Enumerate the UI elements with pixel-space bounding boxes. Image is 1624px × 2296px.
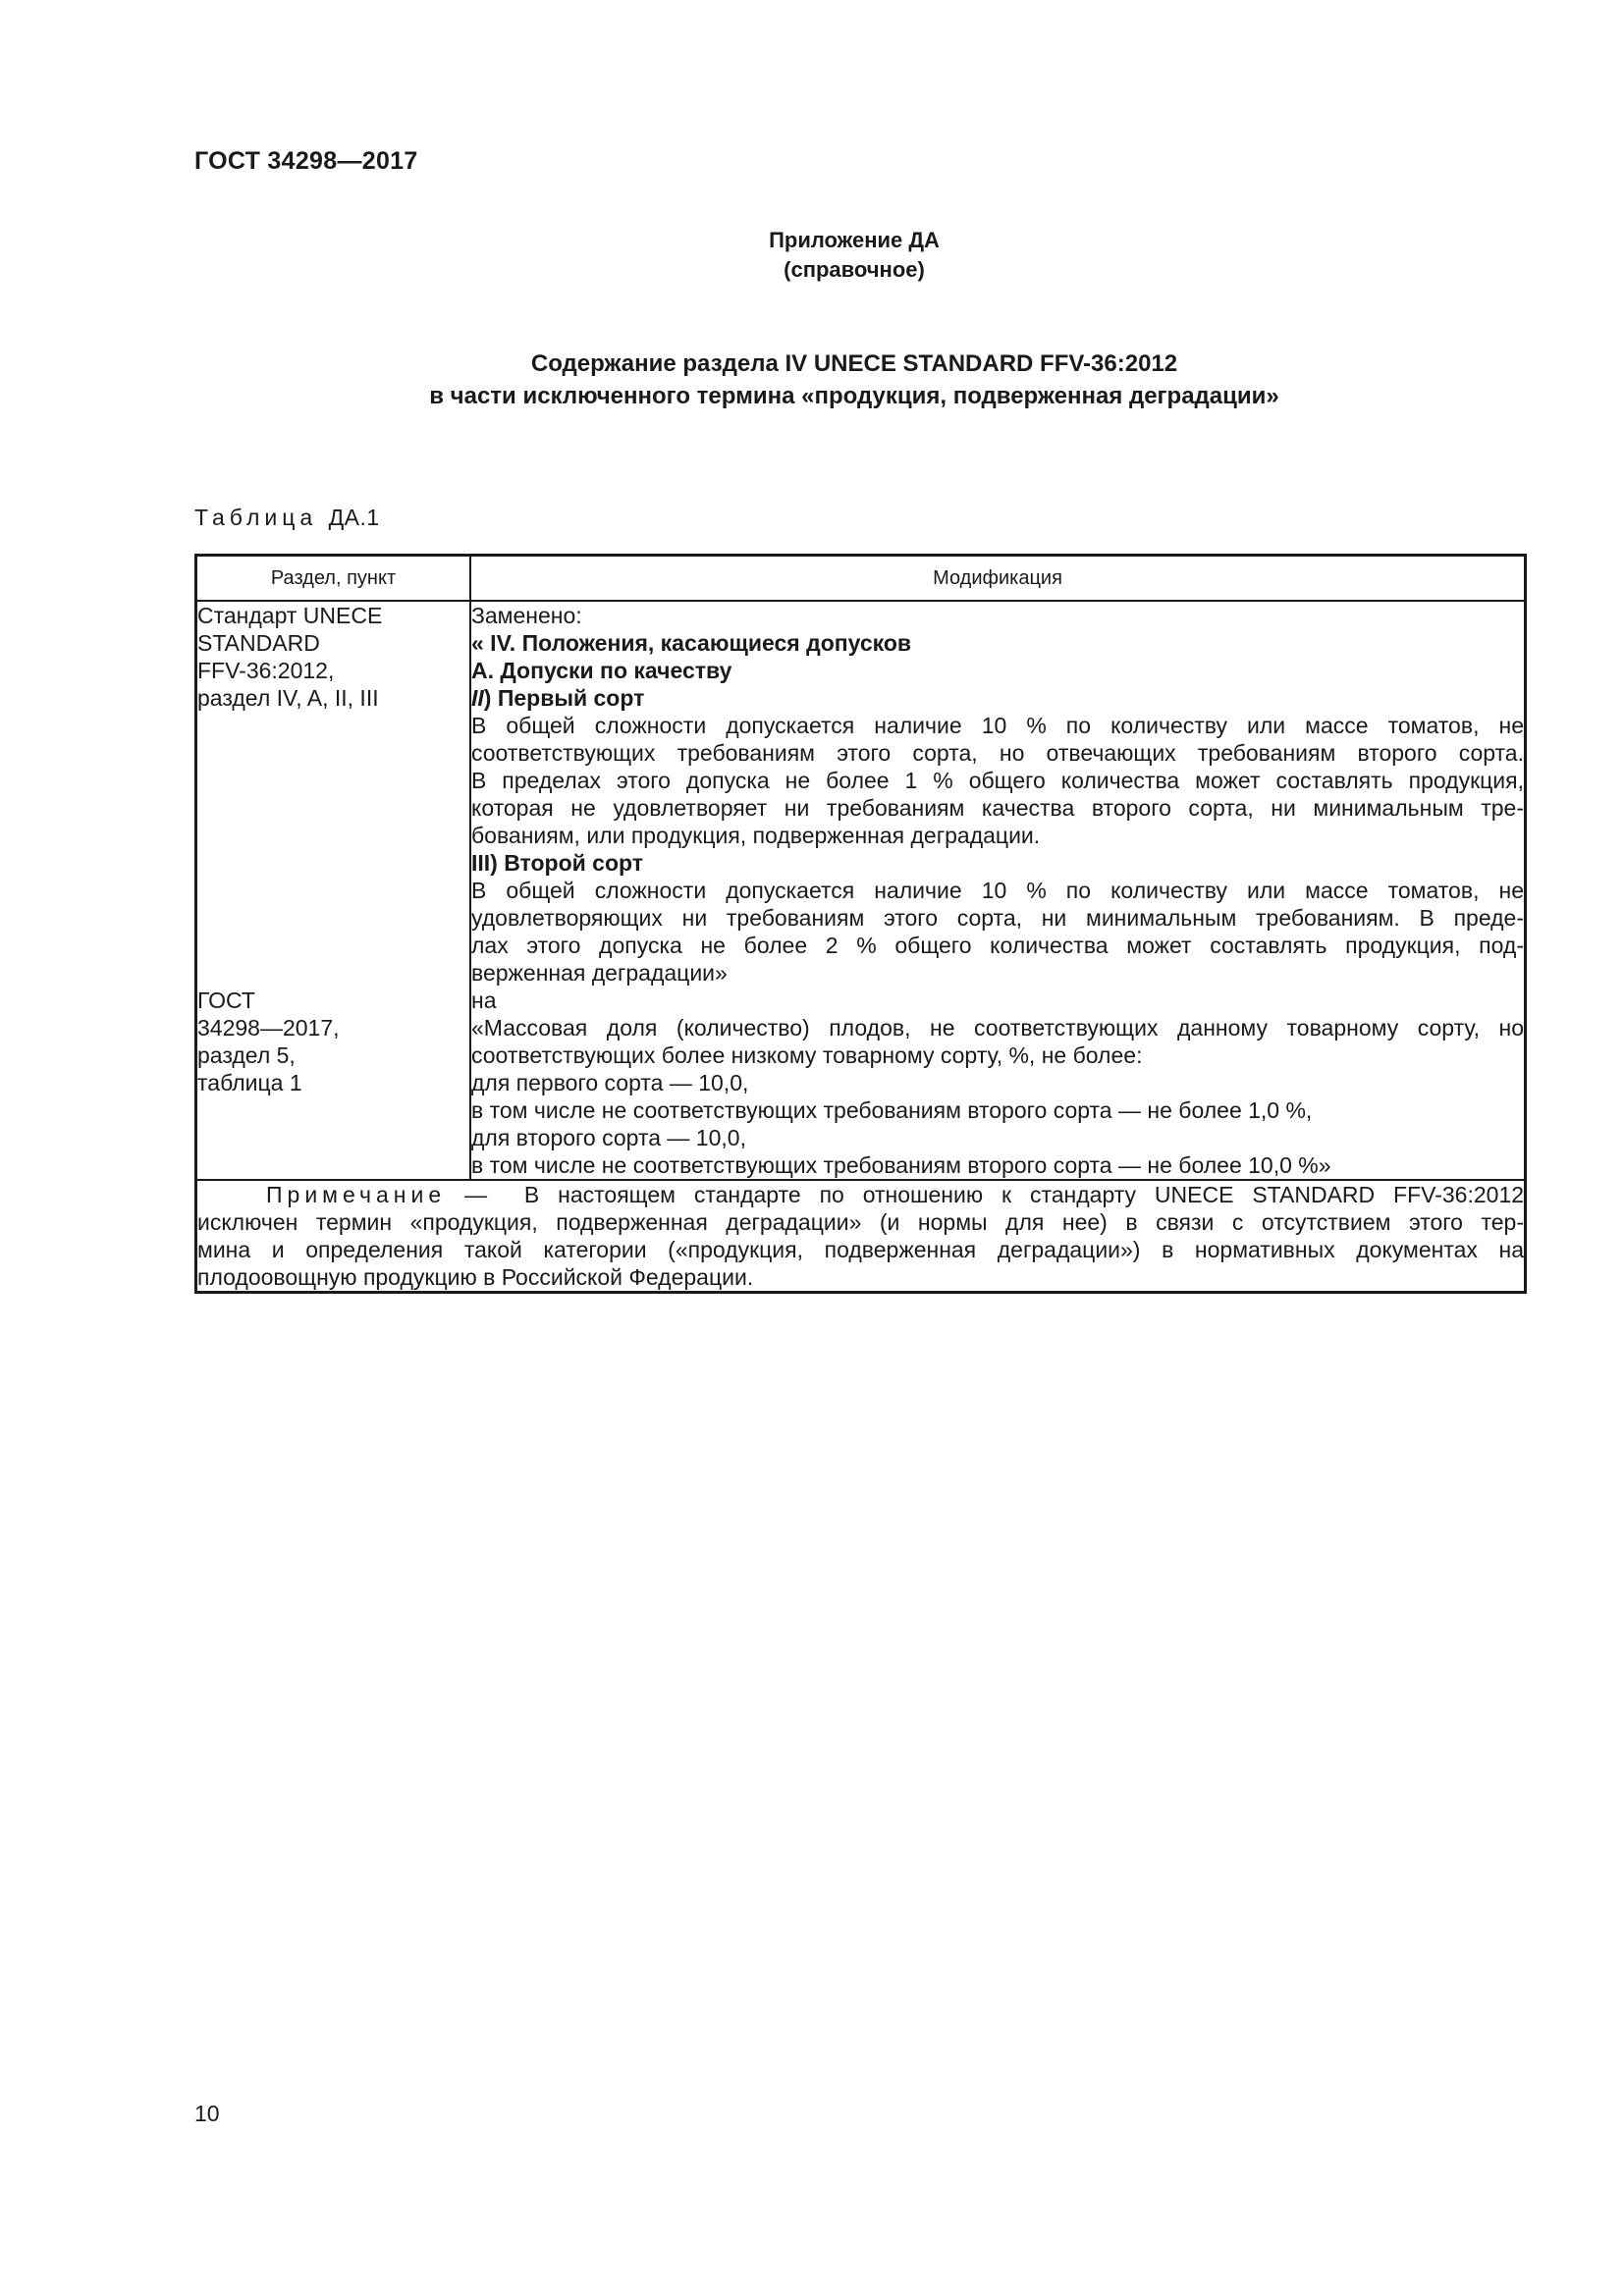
connector-on: на bbox=[471, 988, 497, 1013]
paragraph-line: для первого сорта — 10,0, bbox=[471, 1070, 749, 1095]
section-title-line-1: Содержание раздела IV UNECE STANDARD FFV-36:2012 bbox=[530, 350, 1178, 377]
modification-cell bbox=[470, 601, 1526, 1180]
paragraph-line: бованиям, или продукция, подверженная деградации. bbox=[471, 823, 1041, 848]
paragraph-line: В пределах этого допуска не более 1 % общего количества может составлять продукция, bbox=[471, 768, 1524, 793]
section-reference-unece bbox=[197, 602, 469, 712]
table-header-row bbox=[196, 556, 1526, 602]
paragraph-line: В общей сложности допускается наличие 10 % по количеству или массе томатов, не bbox=[471, 713, 1524, 738]
page-number: 10 bbox=[194, 2101, 220, 2126]
paragraph-line: в том числе не соответствующих требованиям второго сорта — не более 10,0 %» bbox=[471, 1152, 1331, 1178]
section-line: раздел 5, bbox=[197, 1042, 296, 1068]
table-body-row bbox=[196, 601, 1526, 1180]
heading-tolerances: « IV. Положения, касающиеся допусков bbox=[471, 630, 912, 656]
heading-quality-tolerances: А. Допуски по качеству bbox=[471, 658, 732, 683]
table-label-number: ДА.1 bbox=[328, 505, 380, 530]
note-cell bbox=[196, 1180, 1526, 1293]
paragraph-line: соответствующих более низкому товарному сорту, %, не более: bbox=[471, 1042, 1143, 1068]
section-line: ГОСТ bbox=[197, 988, 255, 1013]
table-label-word: Таблица bbox=[194, 505, 318, 530]
appendix-subtitle: (справочное) bbox=[784, 257, 925, 282]
paragraph-line: «Массовая доля (количество) плодов, не соответствующих данному товарному сорту, но bbox=[471, 1015, 1524, 1041]
section-reference-gost bbox=[197, 987, 469, 1096]
section-cell bbox=[196, 601, 471, 1180]
section-line: таблица 1 bbox=[197, 1070, 302, 1095]
appendix-heading bbox=[0, 226, 1624, 285]
note-line: исключен термин «продукция, подверженная деградации» (и нормы для нее) в связи с отсутствием этого тер- bbox=[197, 1209, 1524, 1235]
paragraph-line: удовлетворяющих ни требованиям этого сорта, ни минимальным требованиям. В преде- bbox=[471, 905, 1524, 931]
heading-first-grade bbox=[471, 684, 1524, 712]
note-text: В настоящем стандарте по отношению к стандарту UNECE STANDARD FFV-36:2012 bbox=[523, 1182, 1525, 1207]
note-line: мина и определения такой категории («продукция, подверженная деградации») в нормативных документах на bbox=[197, 1237, 1524, 1262]
heading-first-grade-number: II bbox=[471, 685, 484, 711]
table-note-row bbox=[196, 1180, 1526, 1293]
section-title-line-2: в части исключенного термина «продукция, подверженная деградации» bbox=[429, 383, 1279, 409]
column-header-modification: Модификация bbox=[470, 556, 1526, 602]
appendix-title: Приложение ДА bbox=[769, 228, 940, 252]
note-line bbox=[197, 1181, 1524, 1208]
section-line: раздел IV, A, II, III bbox=[197, 685, 379, 711]
heading-first-grade-text: ) Первый сорт bbox=[483, 685, 645, 711]
section-line: FFV-36:2012, bbox=[197, 658, 335, 683]
column-header-section: Раздел, пункт bbox=[196, 556, 471, 602]
replaced-label: Заменено: bbox=[471, 603, 582, 628]
paragraph-line: которая не удовлетворяет ни требованиям качества второго сорта, ни минимальным тре- bbox=[471, 795, 1524, 821]
paragraph-line: соответствующих требованиям этого сорта, но отвечающих требованиям второго сорта. bbox=[471, 740, 1524, 766]
paragraph-line: в том числе не соответствующих требованиям второго сорта — не более 1,0 %, bbox=[471, 1097, 1313, 1123]
paragraph-line: лах этого допуска не более 2 % общего количества может составлять продукция, под- bbox=[471, 933, 1524, 958]
note-line: плодоовощную продукцию в Российской Федерации. bbox=[197, 1264, 754, 1290]
note-dash: — bbox=[464, 1182, 488, 1207]
section-line: Стандарт UNECE bbox=[197, 603, 383, 628]
section-line: 34298—2017, bbox=[197, 1015, 340, 1041]
note-label: Примечание bbox=[266, 1182, 447, 1207]
heading-second-grade: III) Второй сорт bbox=[471, 850, 644, 876]
section-line: STANDARD bbox=[197, 630, 320, 656]
table-label bbox=[194, 505, 380, 531]
paragraph-line: для второго сорта — 10,0, bbox=[471, 1125, 746, 1150]
paragraph-line: В общей сложности допускается наличие 10 % по количеству или массе томатов, не bbox=[471, 878, 1524, 903]
section-title bbox=[196, 347, 1512, 412]
paragraph-line: верженная деградации» bbox=[471, 960, 728, 986]
modification-table bbox=[194, 554, 1527, 1294]
document-code: ГОСТ 34298—2017 bbox=[194, 147, 418, 175]
